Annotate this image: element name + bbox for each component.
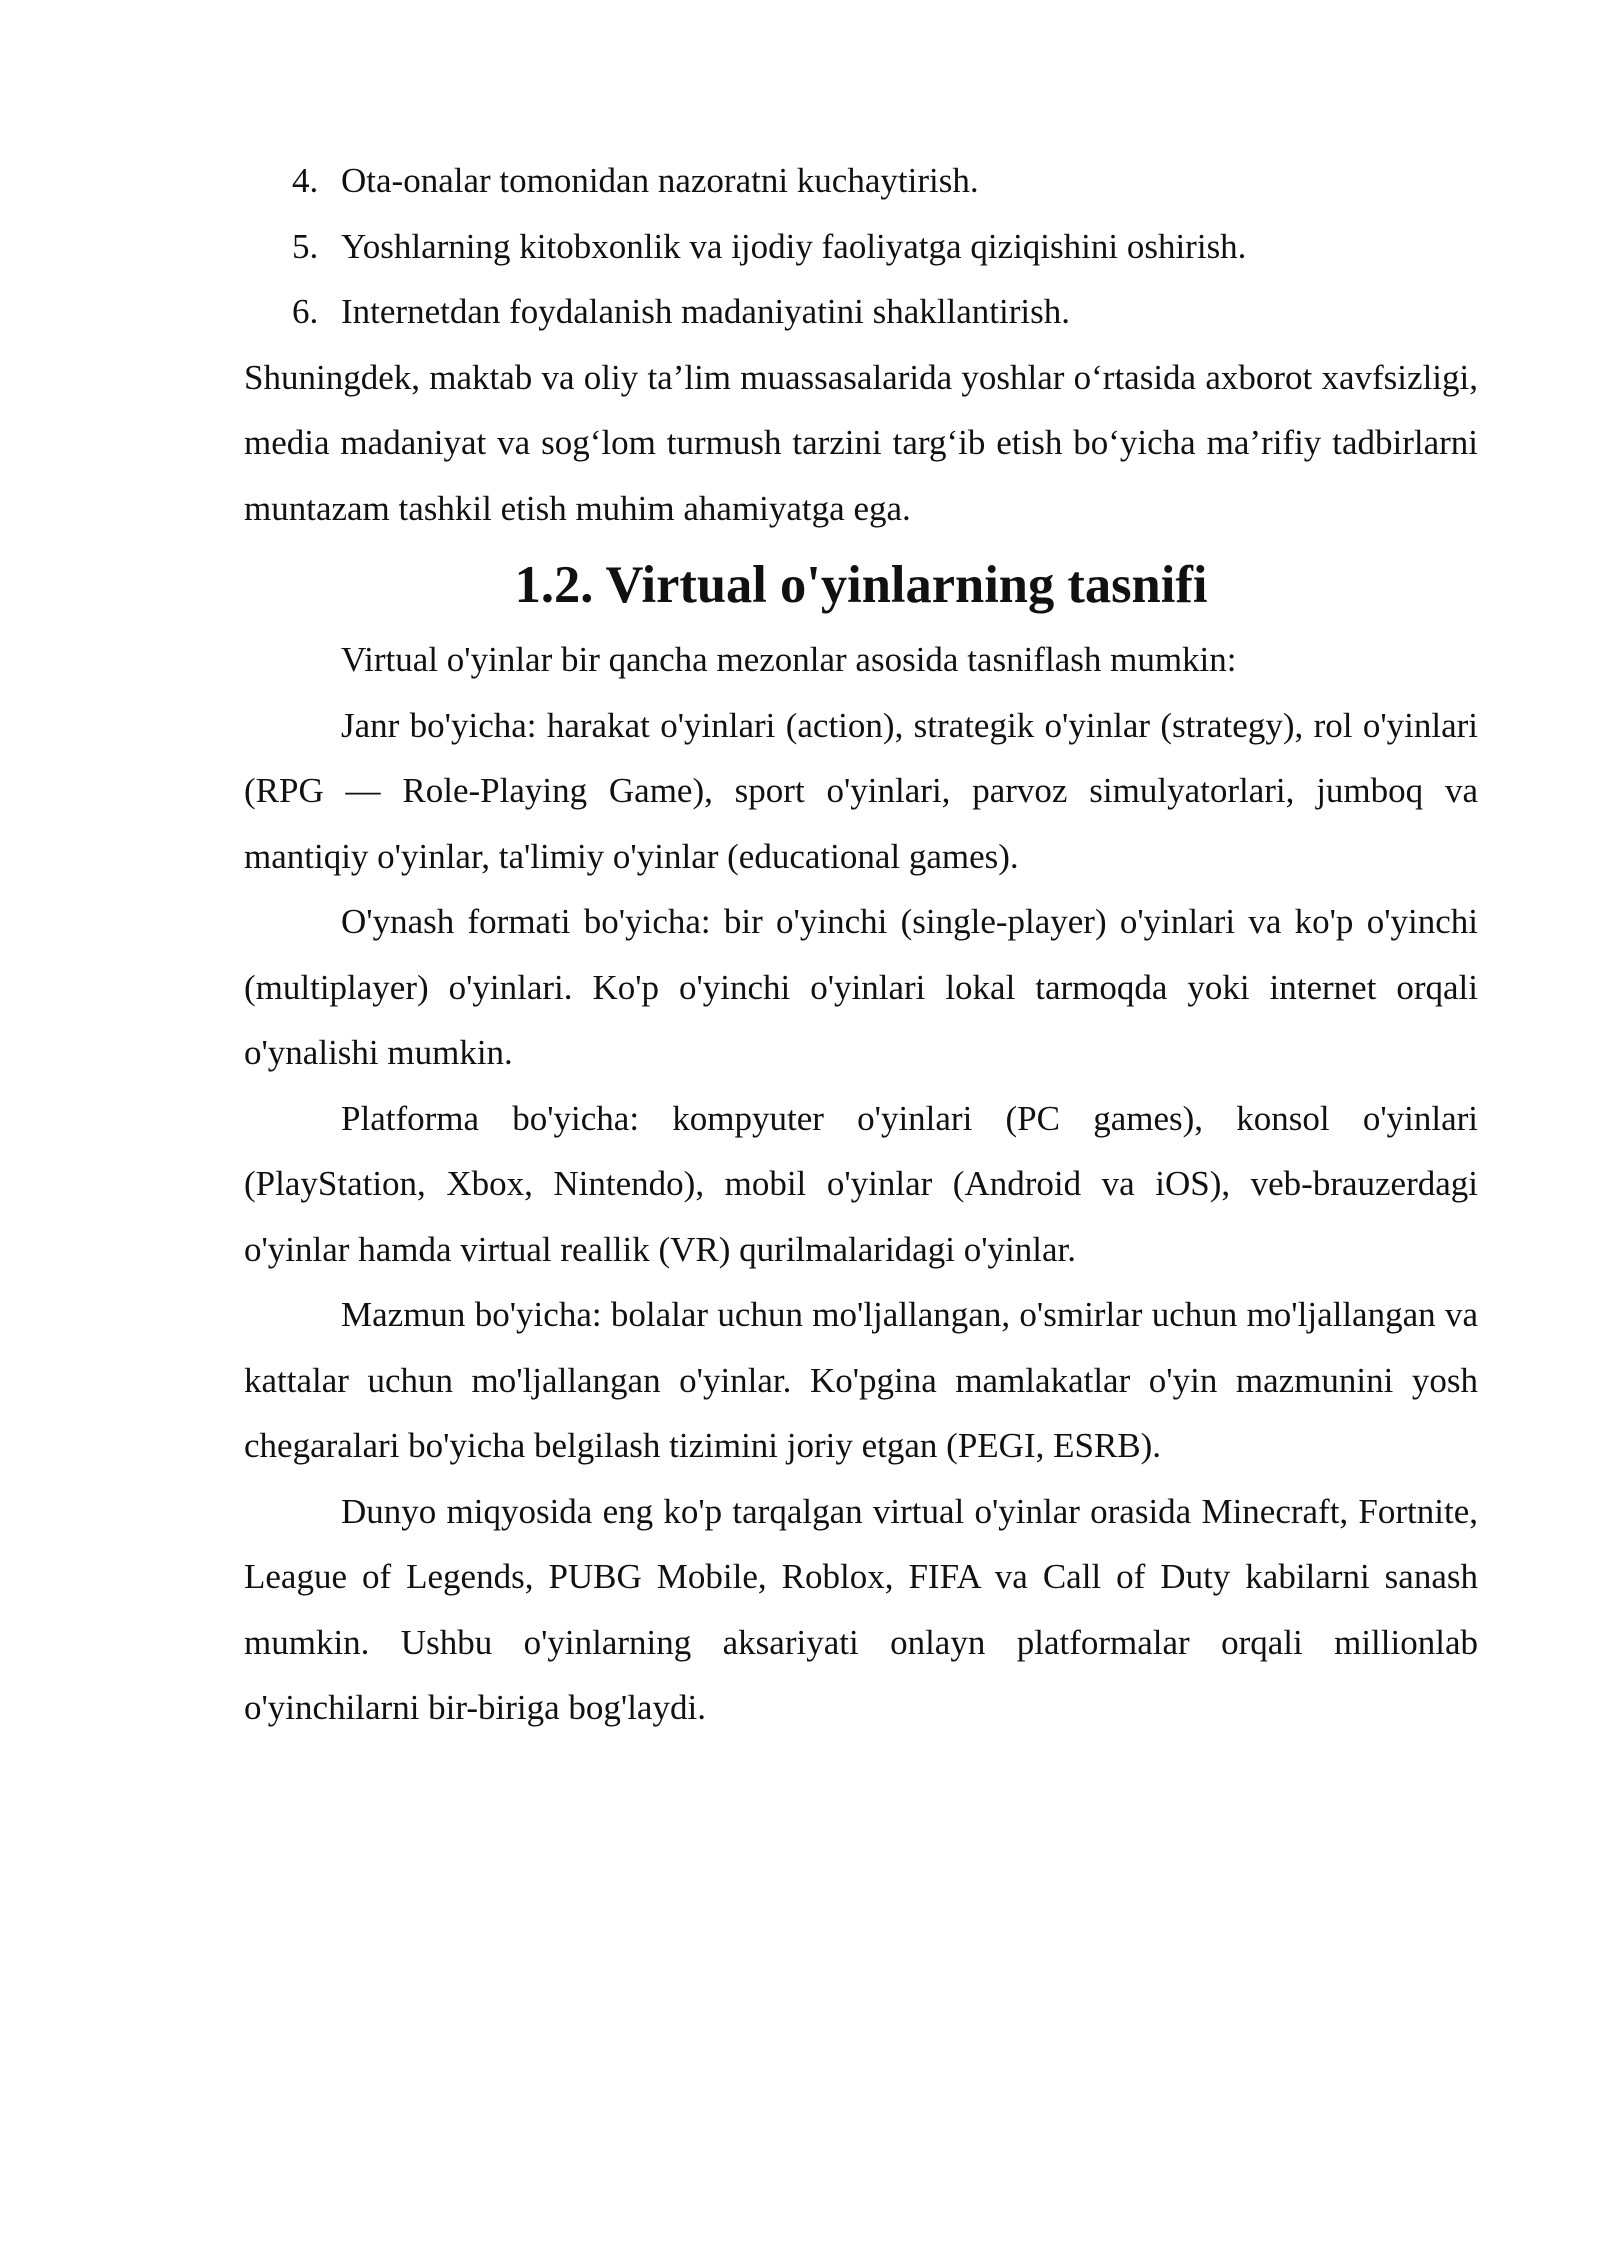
body-paragraph: Janr bo'yicha: harakat o'yinlari (action), strategik o'yinlar (strategy), rol o'yinlari (RPG — Role-Playing Game), sport o'yinlari, parvoz simulyatorlari, jumboq va mantiqiy o'yinlar, ta'limiy o'yinlar (educational games). xyxy=(244,705,1478,876)
body-paragraph: O'ynash formati bo'yicha: bir o'yinchi (single-player) o'yinlari va ko'p o'yinchi (multiplayer) o'yinlari. Ko'p o'yinchi o'yinlari lokal tarmoqda yoki internet orqali o'ynalishi mumkin. xyxy=(244,902,1478,1072)
list-item-text: Yoshlarning kitobxonlik va ijodiy faoliyatga qiziqishini oshirish. xyxy=(341,226,1247,266)
body-paragraph: Virtual o'yinlar bir qancha mezonlar asosida tasniflash mumkin: xyxy=(341,640,1237,679)
body-paragraph: Dunyo miqyosida eng ko'p tarqalgan virtual o'yinlar orasida Minecraft, Fortnite, League of Legends, PUBG Mobile, Roblox, FIFA va Call of Duty kabilarni sanash mumkin. Ushbu o'yinlarning aksariyati onlayn platformalar orqali millionlab o'yinchilarni bir-biriga bog'laydi. xyxy=(244,1491,1478,1727)
document-page xyxy=(244,148,1478,1741)
list-item xyxy=(244,214,1478,280)
section-heading: 1.2. Virtual o'yinlarning tasnifi xyxy=(514,556,1208,614)
list-item-number: 6. xyxy=(292,292,319,331)
list-item xyxy=(244,279,1478,345)
list-item-number: 5. xyxy=(292,226,319,266)
body-paragraph: Mazmun bo'yicha: bolalar uchun mo'ljallangan, o'smirlar uchun mo'ljallangan va kattalar uchun mo'ljallangan o'yinlar. Ko'pgina mamlakatlar o'yin mazmunini yosh chegaralari bo'yicha belgilash tizimini joriy etgan (PEGI, ESRB). xyxy=(244,1295,1478,1465)
list-item-text: Internetdan foydalanish madaniyatini shakllantirish. xyxy=(341,292,1070,331)
body-paragraph: Platforma bo'yicha: kompyuter o'yinlari (PC games), konsol o'yinlari (PlayStation, Xbox, Nintendo), mobil o'yinlar (Android va iOS), veb-brauzerdagi o'yinlar hamda virtual reallik (VR) qurilmalaridagi o'yinlar. xyxy=(244,1098,1478,1269)
intro-paragraph: Shuningdek, maktab va oliy ta’lim muassasalarida yoshlar o‘rtasida axborot xavfsizligi, media madaniyat va sog‘lom turmush tarzini targ‘ib etish bo‘yicha ma’rifiy tadbirlarni muntazam tashkil etish muhim ahamiyatga ega. xyxy=(244,357,1478,528)
list-item xyxy=(244,148,1478,214)
numbered-list xyxy=(244,148,1478,345)
list-item-number: 4. xyxy=(292,161,319,200)
list-item-text: Ota-onalar tomonidan nazoratni kuchaytirish. xyxy=(341,161,979,200)
